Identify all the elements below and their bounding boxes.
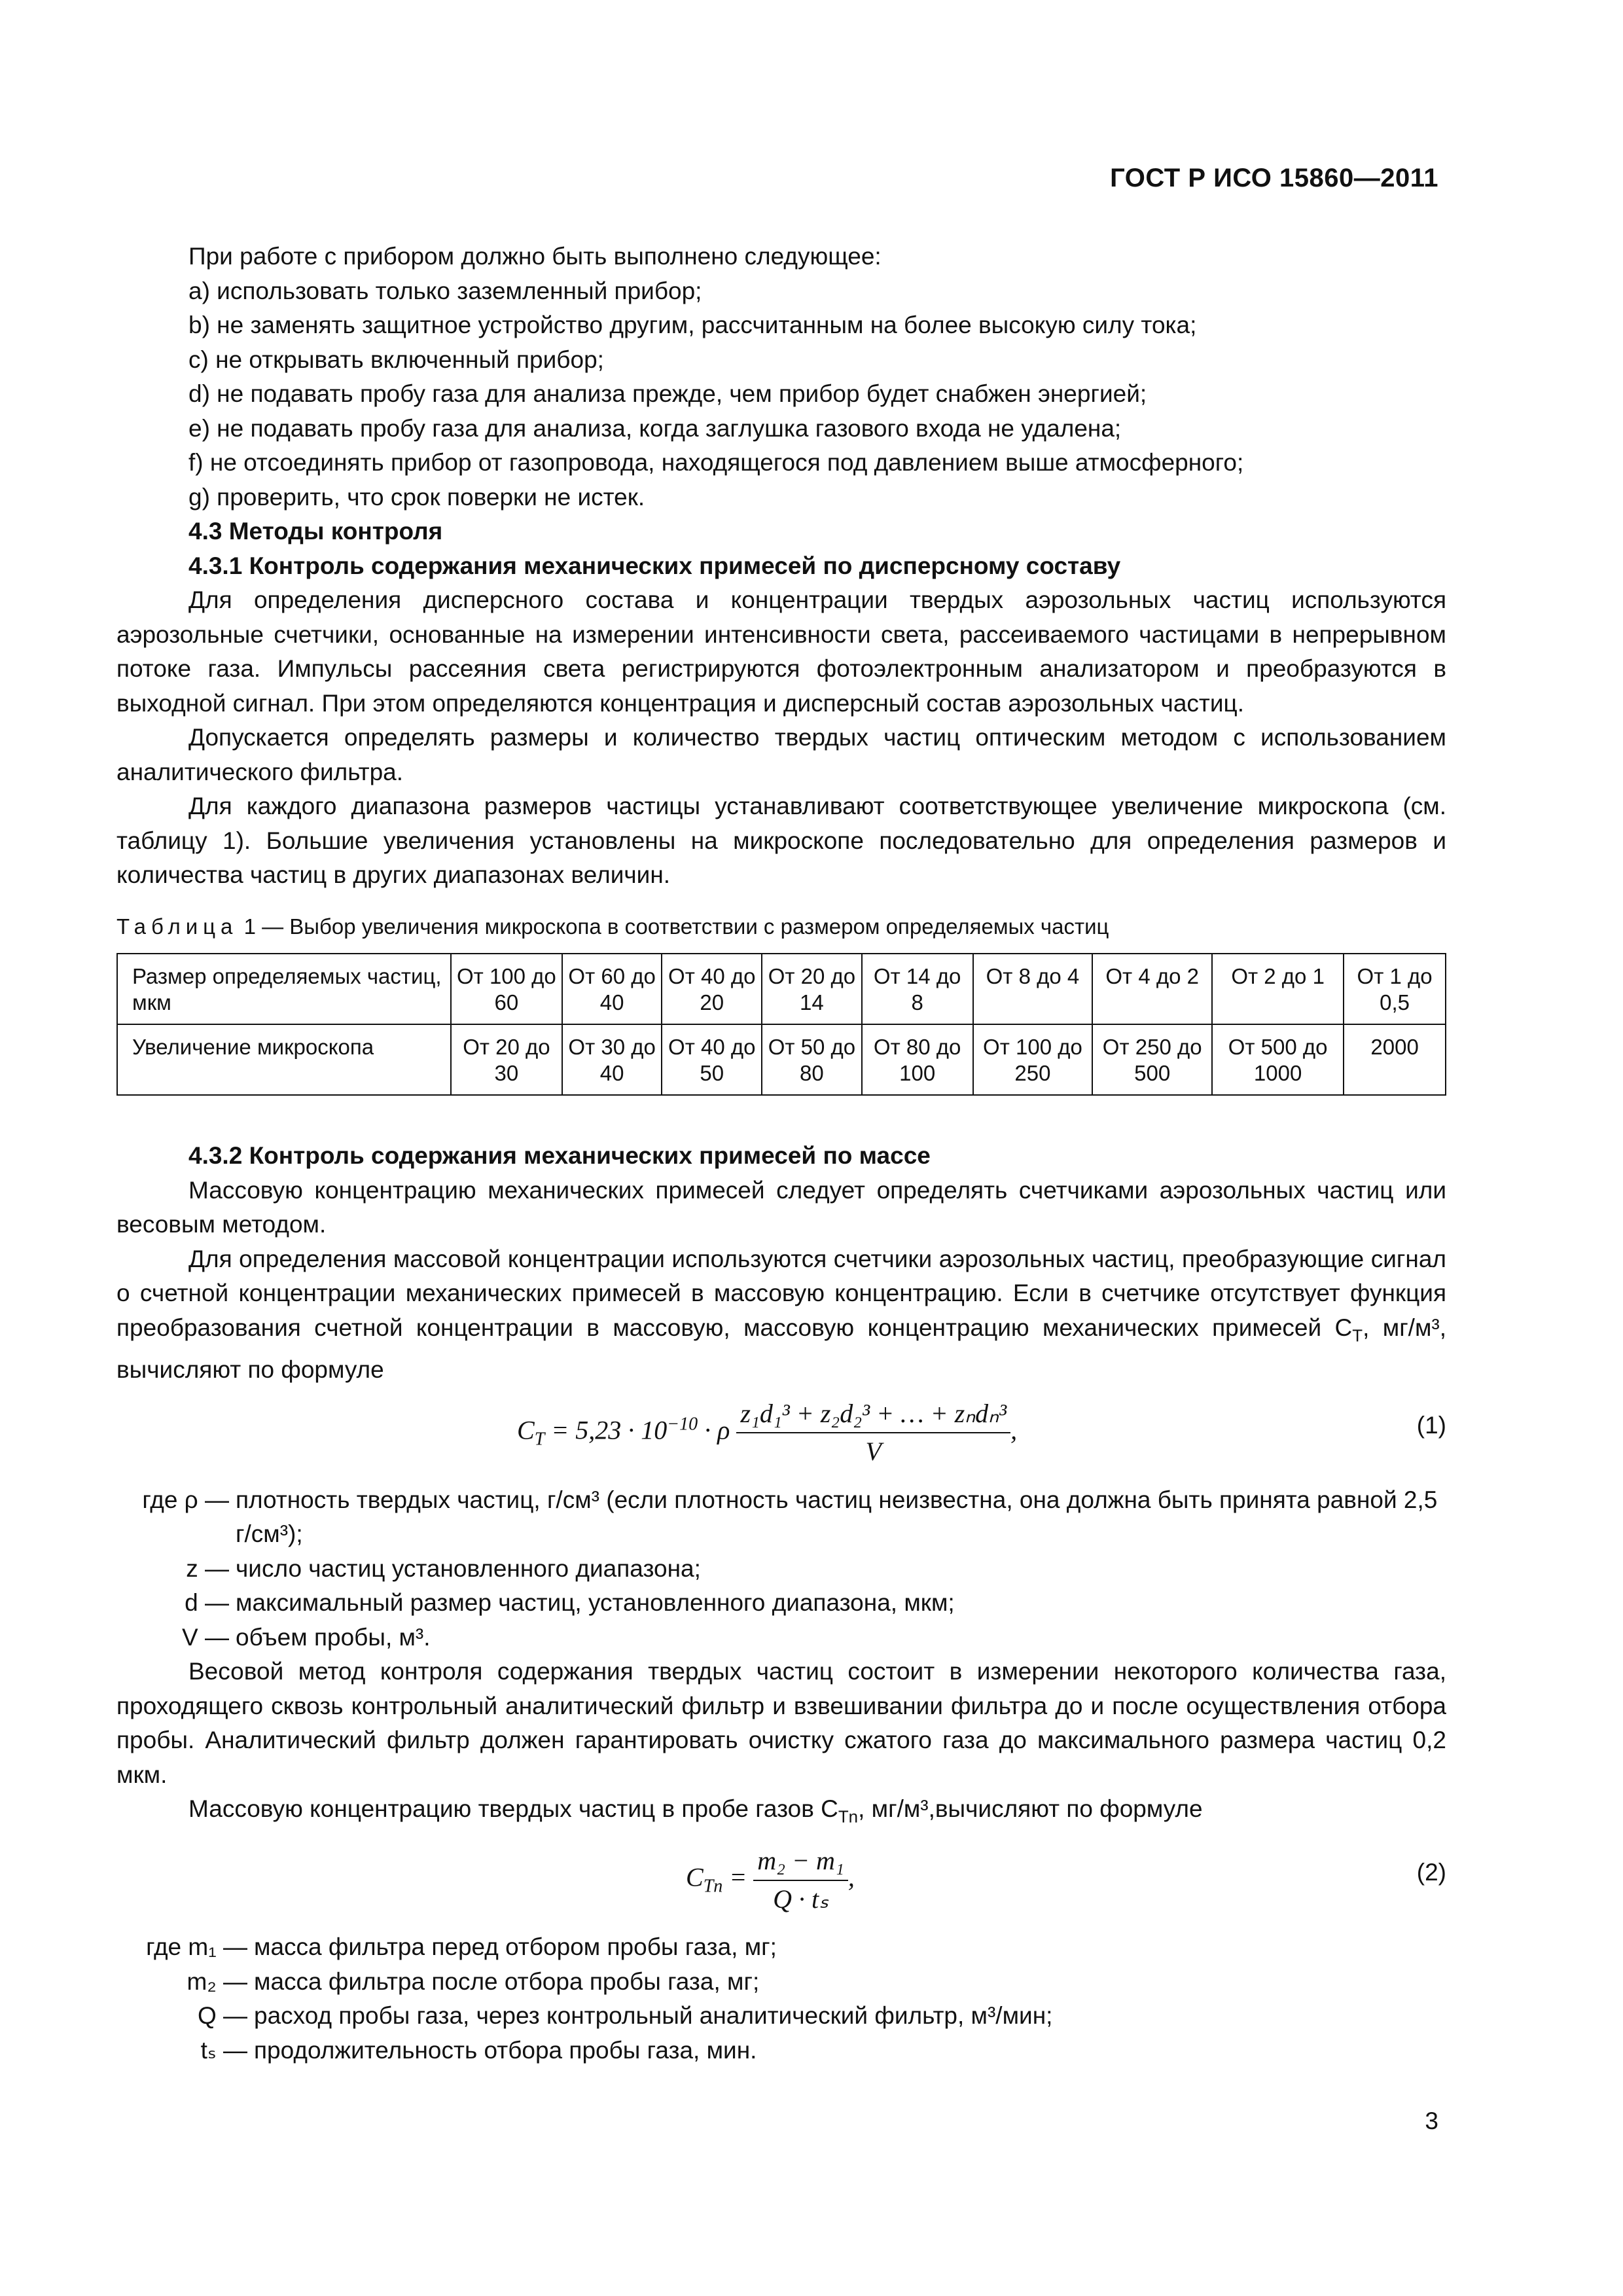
table-row-header: Увеличение микроскопа (117, 1024, 451, 1095)
magnification-table (116, 953, 1446, 1096)
formula-fraction (736, 1397, 1010, 1469)
paragraph (116, 1792, 1446, 1835)
definition-text: плотность твердых частиц, г/см³ (если плотность частиц неизвестна, она должна быть принята равной 2,5 г/см³); (236, 1486, 1438, 1548)
table-cell: От 20 до 14 (762, 954, 862, 1024)
list-item: a) использовать только заземленный прибор; (188, 277, 702, 304)
definition-text: продолжительность отбора пробы газа, мин. (254, 2036, 757, 2064)
table-cell: От 14 до 8 (862, 954, 973, 1024)
definition-symbol: z — (186, 1554, 229, 1582)
paragraph: Массовую концентрацию механических примесей следует определять счетчиками аэрозольных частиц или весовым методом. (116, 1176, 1446, 1238)
subscript: T (1352, 1326, 1363, 1345)
definition-text: расход пробы газа, через контрольный аналитический фильтр, м³/мин; (254, 2002, 1053, 2030)
table-row (117, 1024, 1446, 1095)
definition-row (116, 1483, 1446, 1552)
definition-text: объем пробы, м³. (236, 1623, 431, 1651)
formula-symbol: C (517, 1415, 535, 1445)
formula-punct: , (847, 1862, 855, 1892)
table-cell: От 60 до 40 (562, 954, 662, 1024)
formula-1-definitions (116, 1483, 1446, 1655)
table-cell: От 100 до 250 (973, 1024, 1093, 1095)
definition-row (116, 1586, 1446, 1621)
list-item: g) проверить, что срок поверки не истек. (188, 483, 645, 511)
definition-symbol: m₂ — (187, 1967, 247, 1995)
formula-2-expression (686, 1844, 855, 1916)
definition-text: число частиц установленного диапазона; (236, 1554, 701, 1582)
formula-1 (116, 1394, 1446, 1478)
definition-symbol: Q — (197, 2002, 247, 2030)
requirements-list (116, 274, 1446, 515)
section-heading-4-3-1: 4.3.1 Контроль содержания механических примесей по дисперсному составу (188, 552, 1121, 579)
list-item: f) не отсоединять прибор от газопровода, находящегося под давлением выше атмосферного; (188, 449, 1244, 476)
definition-row (116, 1965, 1446, 2000)
formula-2 (116, 1841, 1446, 1925)
definition-symbol: V — (182, 1623, 229, 1651)
table-caption (116, 910, 1446, 944)
paragraph: Допускается определять размеры и количество твердых частиц оптическим методом с использованием аналитического фильтра. (116, 724, 1446, 785)
formula-symbol: C (686, 1862, 704, 1892)
definition-symbol: tₛ — (200, 2036, 247, 2064)
definition-text: масса фильтра перед отбором пробы газа, мг; (254, 1933, 777, 1961)
list-item: c) не открывать включенный прибор; (188, 346, 604, 373)
table-cell: 2000 (1344, 1024, 1446, 1095)
table-caption-text: 1 — Выбор увеличения микроскопа в соответствии с размером определяемых частиц (243, 914, 1109, 939)
fraction-denominator: V (865, 1437, 882, 1467)
formula-2-definitions (116, 1930, 1446, 2068)
paragraph (116, 1242, 1446, 1388)
list-item: b) не заменять защитное устройство другим, рассчитанным на более высокую силу тока; (188, 312, 1197, 338)
fraction-denominator: Q · tₛ (773, 1884, 829, 1914)
fraction-numerator: z₁d₁³ + z₂d₂³ + … + zₙdₙ³ (736, 1397, 1010, 1434)
subscript: Tn (838, 1808, 859, 1827)
section-heading-4-3: 4.3 Методы контроля (188, 518, 443, 545)
table-caption-label: Таблица (116, 914, 238, 939)
paragraph-text: , мг/м³,вычисляют по формуле (858, 1795, 1203, 1823)
definition-row (116, 1621, 1446, 1655)
formula-equals: = (722, 1862, 754, 1892)
table-cell: От 80 до 100 (862, 1024, 973, 1095)
definition-symbol: где m₁ — (146, 1933, 247, 1961)
table-cell: От 4 до 2 (1092, 954, 1212, 1024)
table-cell: От 30 до 40 (562, 1024, 662, 1095)
paragraph-text: , мг/м³, вычисляют по формуле (116, 1314, 1447, 1384)
paragraph: Для определения дисперсного состава и концентрации твердых аэрозольных частиц используются аэрозольные счетчики, основанные на измерении интенсивности света, рассеиваемого частицами в непрерывном потоке газа. Импульсы рассеяния света регистрируются фотоэлектронным анализатором и преобразуются в выходной сигнал. При этом определяются концентрация и дисперсный состав аэрозольных частиц. (116, 586, 1446, 717)
table-cell: От 100 до 60 (451, 954, 562, 1024)
table-cell: От 2 до 1 (1212, 954, 1344, 1024)
table-row-header: Размер определяемых частиц, мкм (117, 954, 451, 1024)
formula-symbol: · ρ (698, 1415, 730, 1445)
table-cell: От 20 до 30 (451, 1024, 562, 1095)
list-item: e) не подавать пробу газа для анализа, когда заглушка газового входа не удалена; (188, 414, 1122, 442)
formula-coefficient: = 5,23 · 10 (544, 1415, 668, 1445)
table-cell: От 40 до 20 (662, 954, 762, 1024)
subscript: Tn (703, 1876, 723, 1897)
definition-symbol: d — (185, 1589, 229, 1617)
paragraph-text: Для определения массовой концентрации используются счетчики аэрозольных частиц, преобразующие сигнал о счетной концентрации механических примесей в массовую концентрацию. Если в счетчике отсутствует функция преобразования счетной концентрации в массовую, массовую концентрацию механических примесей C (116, 1245, 1446, 1341)
table-cell: От 50 до 80 (762, 1024, 862, 1095)
table-cell: От 40 до 50 (662, 1024, 762, 1095)
table-cell: От 500 до 1000 (1212, 1024, 1344, 1095)
table-cell: От 8 до 4 (973, 954, 1093, 1024)
paragraph-text: Массовую концентрацию твердых частиц в пробе газов C (188, 1795, 838, 1823)
definition-symbol: где ρ — (142, 1486, 229, 1513)
definition-row (116, 1552, 1446, 1587)
definition-text: масса фильтра после отбора пробы газа, мг; (254, 1967, 760, 1995)
definition-row (116, 1999, 1446, 2034)
page-body (116, 240, 1446, 2068)
definition-text: максимальный размер частиц, установленного диапазона, мкм; (236, 1589, 955, 1617)
formula-number: (1) (1416, 1411, 1446, 1439)
formula-1-expression (517, 1397, 1017, 1469)
document-header: ГОСТ Р ИСО 15860—2011 (1110, 164, 1438, 192)
fraction-numerator: m₂ − m₁ (753, 1844, 848, 1881)
formula-fraction (753, 1844, 848, 1916)
formula-number: (2) (1416, 1859, 1446, 1886)
table-cell: От 1 до 0,5 (1344, 954, 1446, 1024)
subscript: T (534, 1429, 545, 1450)
definition-row (116, 2034, 1446, 2068)
intro-text: При работе с прибором должно быть выполнено следующее: (188, 243, 882, 270)
superscript: −10 (667, 1414, 698, 1435)
definition-row (116, 1930, 1446, 1965)
table-cell: От 250 до 500 (1092, 1024, 1212, 1095)
section-heading-4-3-2: 4.3.2 Контроль содержания механических примесей по массе (188, 1142, 931, 1169)
list-item: d) не подавать пробу газа для анализа прежде, чем прибор будет снабжен энергией; (188, 380, 1147, 407)
formula-punct: , (1010, 1415, 1018, 1445)
paragraph: Для каждого диапазона размеров частицы устанавливают соответствующее увеличение микроскопа (см. таблицу 1). Большие увеличения установлены на микроскопе последовательно для определения размеров и количества частиц в других диапазонах величин. (116, 793, 1446, 888)
paragraph: Весовой метод контроля содержания твердых частиц состоит в измерении некоторого количества газа, проходящего сквозь контрольный аналитический фильтр и взвешивании фильтра до и после осуществления отбора пробы. Аналитический фильтр должен гарантировать очистку сжатого газа до максимального размера частиц 0,2 мкм. (116, 1658, 1446, 1788)
table-row (117, 954, 1446, 1024)
page-number: 3 (1425, 2108, 1438, 2134)
